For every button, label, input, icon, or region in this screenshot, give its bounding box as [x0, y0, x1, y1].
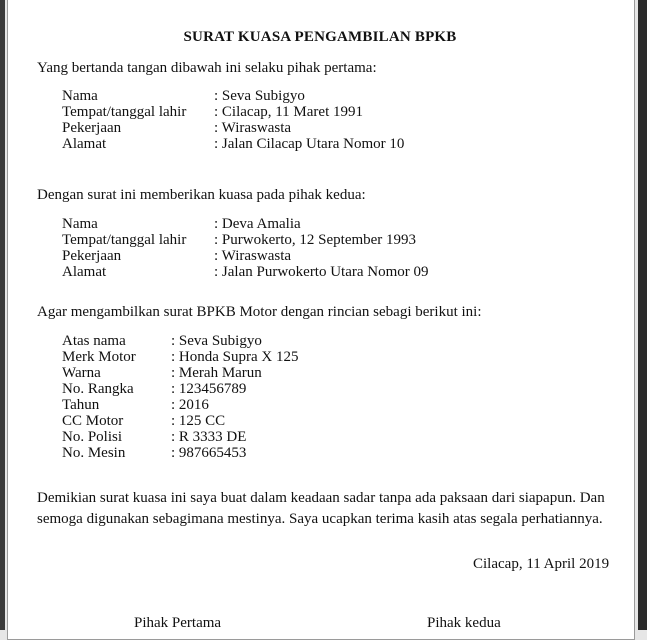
- field-value: : R 3333 DE: [171, 429, 247, 445]
- field-label: Pekerjaan: [62, 248, 122, 264]
- letter-date: Cilacap, 11 April 2019: [473, 556, 610, 572]
- field-value: : 123456789: [171, 381, 247, 397]
- table-row: [62, 248, 429, 264]
- table-row: [62, 413, 299, 429]
- field-label: Pekerjaan: [62, 120, 122, 136]
- field-value: : Deva Amalia: [214, 216, 301, 232]
- field-label: CC Motor: [62, 413, 124, 429]
- first-party-table: [62, 88, 404, 152]
- document-title: SURAT KUASA PENGAMBILAN BPKB: [183, 29, 457, 45]
- intro-first-party: Yang bertanda tangan dibawah ini selaku pihak pertama:: [37, 60, 377, 76]
- closing-paragraph: Demikian surat kuasa ini saya buat dalam keadaan sadar tanpa ada paksaan dari siapapun. Dan semoga digunakan sebagimana mestinya. Saya ucapkan terima kasih atas segala perhatiannya.: [37, 490, 605, 527]
- field-value: : Purwokerto, 12 September 1993: [214, 232, 417, 248]
- table-row: [62, 381, 299, 397]
- field-value: : Merah Marun: [171, 365, 262, 381]
- field-value: : Jalan Cilacap Utara Nomor 10: [214, 136, 405, 152]
- field-value: : Honda Supra X 125: [171, 349, 299, 365]
- intro-vehicle: Agar mengambilkan surat BPKB Motor dengan rincian sebagi berikut ini:: [37, 304, 482, 320]
- field-value: : Wiraswasta: [214, 120, 292, 136]
- table-row: [62, 136, 404, 152]
- table-row: [62, 216, 429, 232]
- field-label: Atas nama: [62, 333, 126, 349]
- viewer-left-edge: [0, 0, 5, 630]
- field-label: Tempat/tanggal lahir: [62, 232, 187, 248]
- field-value: : Jalan Purwokerto Utara Nomor 09: [214, 264, 429, 280]
- table-row: [62, 349, 299, 365]
- vehicle-table: [62, 333, 299, 461]
- table-row: [62, 365, 299, 381]
- table-row: [62, 397, 299, 413]
- viewer-right-edge: [638, 0, 647, 630]
- field-label: Tahun: [62, 397, 100, 413]
- field-label: No. Rangka: [62, 381, 134, 397]
- table-row: [62, 429, 299, 445]
- signature-first-party: Pihak Pertama: [134, 615, 222, 631]
- field-label: No. Polisi: [62, 429, 123, 445]
- second-party-table: [62, 216, 429, 280]
- table-row: [62, 232, 429, 248]
- field-label: Tempat/tanggal lahir: [62, 104, 187, 120]
- field-value: : Wiraswasta: [214, 248, 292, 264]
- field-value: : 987665453: [171, 445, 247, 461]
- field-value: : Seva Subigyo: [171, 333, 262, 349]
- field-label: Alamat: [62, 136, 107, 152]
- field-label: Nama: [62, 216, 98, 232]
- signature-second-party: Pihak kedua: [427, 615, 501, 631]
- table-row: [62, 88, 404, 104]
- field-label: Nama: [62, 88, 98, 104]
- field-label: Warna: [62, 365, 101, 381]
- table-row: [62, 333, 299, 349]
- field-label: Merk Motor: [62, 349, 136, 365]
- field-label: No. Mesin: [62, 445, 126, 461]
- table-row: [62, 104, 404, 120]
- intro-second-party: Dengan surat ini memberikan kuasa pada pihak kedua:: [37, 187, 366, 203]
- table-row: [62, 264, 429, 280]
- field-value: : Cilacap, 11 Maret 1991: [214, 104, 363, 120]
- table-row: [62, 120, 404, 136]
- field-value: : 125 CC: [171, 413, 226, 429]
- field-value: : Seva Subigyo: [214, 88, 305, 104]
- field-value: : 2016: [171, 397, 209, 413]
- table-row: [62, 445, 299, 461]
- field-label: Alamat: [62, 264, 107, 280]
